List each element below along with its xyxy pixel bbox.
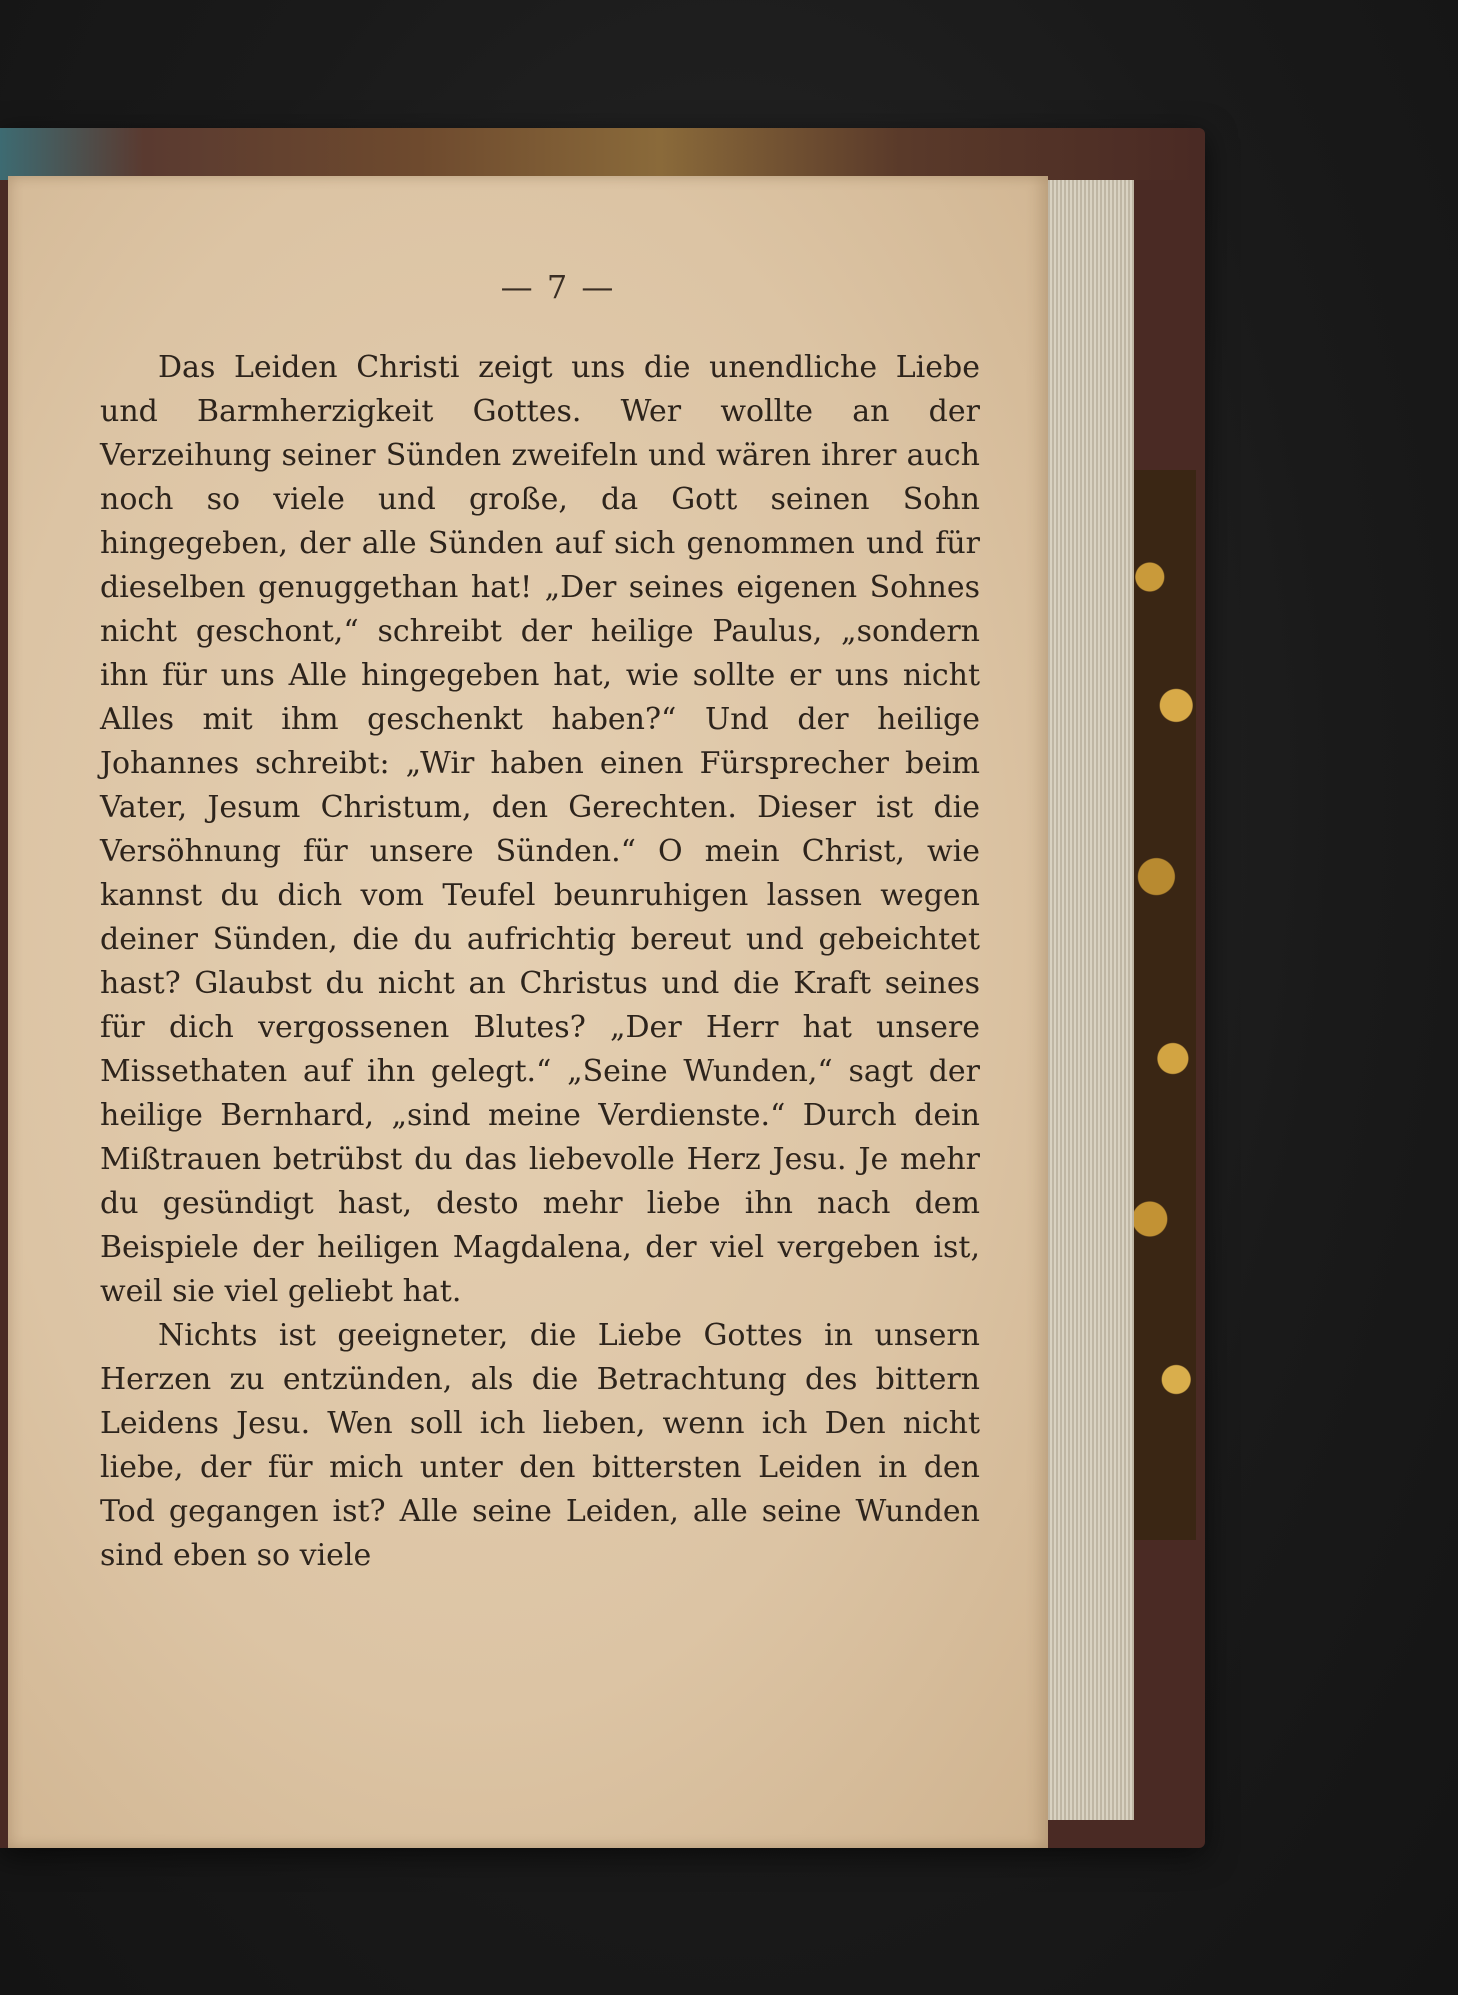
page-text [100, 346, 980, 1578]
paragraph-1: Das Leiden Christi zeigt uns die unendliche Liebe und Barmherzigkeit Gottes. Wer wollte an der Verzeihung seiner Sünden zweifeln und wären ihrer auch noch so viele und große, da Gott seinen Sohn hingegeben, der alle Sünden auf sich genommen und für dieselben genuggethan hat! „Der seines eigenen Sohnes nicht geschont,“ schreibt der heilige Paulus, „sondern ihn für uns Alle hingegeben hat, wie sollte er uns nicht Alles mit ihm geschenkt haben?“ Und der heilige Johannes schreibt: „Wir haben einen Fürsprecher beim Vater, Jesum Christum, den Gerechten. Dieser ist die Versöhnung für unsere Sünden.“ O mein Christ, wie kannst du dich vom Teufel beunruhigen lassen wegen deiner Sünden, die du aufrichtig bereut und gebeichtet hast? Glaubst du nicht an Christus und die Kraft seines für dich vergossenen Blutes? „Der Herr hat unsere Missethaten auf ihn gelegt.“ „Seine Wunden,“ sagt der heilige Bernhard, „sind meine Verdienste.“ Durch dein Mißtrauen betrübst du das liebevolle Herz Jesu. Je mehr du gesündigt hast, desto mehr liebe ihn nach dem Beispiele der heiligen Magdalena, der viel vergeben ist, weil sie viel geliebt hat. [100, 350, 980, 1309]
page-number: — 7 — [500, 268, 616, 306]
cover-top-strip [0, 128, 1200, 180]
marbled-edge [1130, 470, 1196, 1540]
page-edges [1040, 180, 1134, 1820]
book-page [8, 176, 1048, 1848]
paragraph-2: Nichts ist geeigneter, die Liebe Gottes in unsern Herzen zu entzünden, als die Betrachtung des bittern Leidens Jesu. Wen soll ich lieben, wenn ich Den nicht liebe, der für mich unter den bittersten Leiden in den Tod gegangen ist? Alle seine Leiden, alle seine Wunden sind eben so viele [100, 1318, 980, 1573]
